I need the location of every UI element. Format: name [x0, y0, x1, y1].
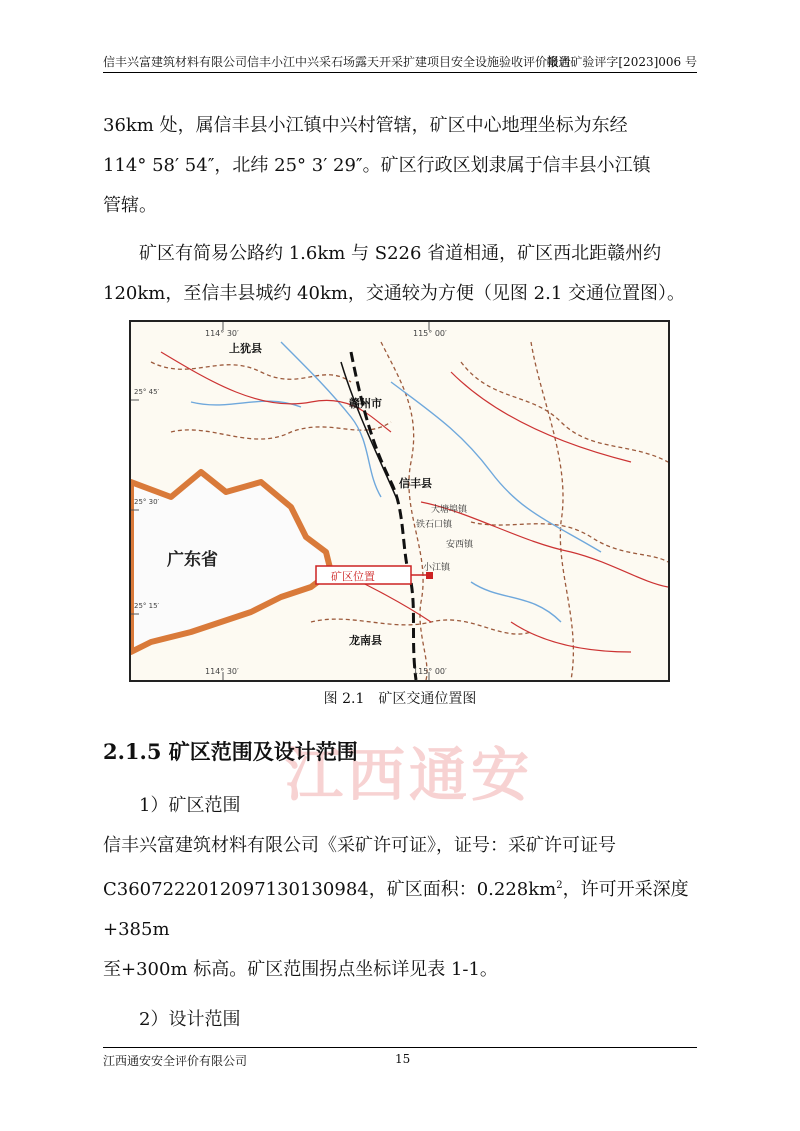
- text-line: 至+300m 标高。矿区范围拐点坐标详见表 1-1。: [103, 959, 498, 980]
- label-mine: 矿区位置: [331, 570, 375, 583]
- text-span: C3607222012097130130984，矿区面积：0.228km: [103, 879, 557, 900]
- list-item: 1）矿区范围: [139, 795, 241, 816]
- text-line: 114° 58′ 54″，北纬 25° 3′ 29″。矿区行政区划隶属于信丰县小江镇: [103, 155, 651, 176]
- label-shangyou: 上犹县: [229, 342, 262, 355]
- list-item: 2）设计范围: [139, 1009, 241, 1030]
- label-lon-right-bottom: 115° 00′: [413, 667, 447, 676]
- paragraph-location: [103, 106, 697, 226]
- guangdong-region: [131, 472, 331, 652]
- label-lat-top: 25° 45′: [134, 388, 160, 396]
- label-xinfeng: 信丰县: [399, 477, 432, 490]
- text-line: 管辖。: [103, 195, 157, 216]
- mine-marker-icon: [426, 572, 433, 579]
- map-svg: [131, 322, 668, 680]
- traffic-location-map: [129, 320, 670, 682]
- section-body: [103, 786, 697, 1040]
- header-doc-number: 赣通矿验评字[2023]006 号: [546, 55, 697, 69]
- label-longnan: 龙南县: [349, 634, 382, 647]
- label-ganzhou: 赣州市: [349, 397, 382, 410]
- text-line: 信丰兴富建筑材料有限公司《采矿许可证》，证号：采矿许可证号: [103, 835, 616, 856]
- superscript: 2: [556, 880, 563, 891]
- label-lon-right: 115° 00′: [413, 329, 447, 338]
- paragraph-transport: [103, 234, 697, 314]
- text-line: [103, 866, 697, 950]
- label-xiaojiang: 小江镇: [423, 563, 451, 573]
- label-lat-bottom: 25° 15′: [134, 602, 160, 610]
- footer-company: 江西通安安全评价有限公司: [103, 1054, 248, 1068]
- label-lat-mid: 25° 30′: [134, 498, 160, 506]
- label-lon-left-bottom: 114° 30′: [205, 667, 239, 676]
- label-tieshikou: 铁石口镇: [416, 520, 453, 530]
- label-anxi: 安西镇: [446, 540, 474, 550]
- text-line: 120km，至信丰县城约 40km，交通较为方便（见图 2.1 交通位置图）。: [103, 283, 686, 304]
- header-title: 信丰兴富建筑材料有限公司信丰小江中兴采石场露天开采扩建项目安全设施验收评价报告: [103, 55, 572, 69]
- text-line: 36km 处，属信丰县小江镇中兴村管辖，矿区中心地理坐标为东经: [103, 115, 628, 136]
- label-lon-left: 114° 30′: [205, 329, 239, 338]
- section-heading: 2.1.5 矿区范围及设计范围: [103, 739, 358, 764]
- figure-caption: 图 2.1 矿区交通位置图: [323, 691, 477, 707]
- watermark: 江西通安: [285, 741, 534, 809]
- label-guangdong: 广东省: [167, 550, 218, 570]
- page-number: 15: [395, 1052, 411, 1066]
- page-footer: [103, 1047, 697, 1068]
- page-header: [103, 50, 697, 73]
- text-line: 矿区有简易公路约 1.6km 与 S226 省道相通，矿区西北距赣州约: [139, 243, 662, 264]
- label-dajiang: 大塘埠镇: [431, 505, 468, 515]
- text-span: ，许可开采深度+385m: [103, 879, 689, 940]
